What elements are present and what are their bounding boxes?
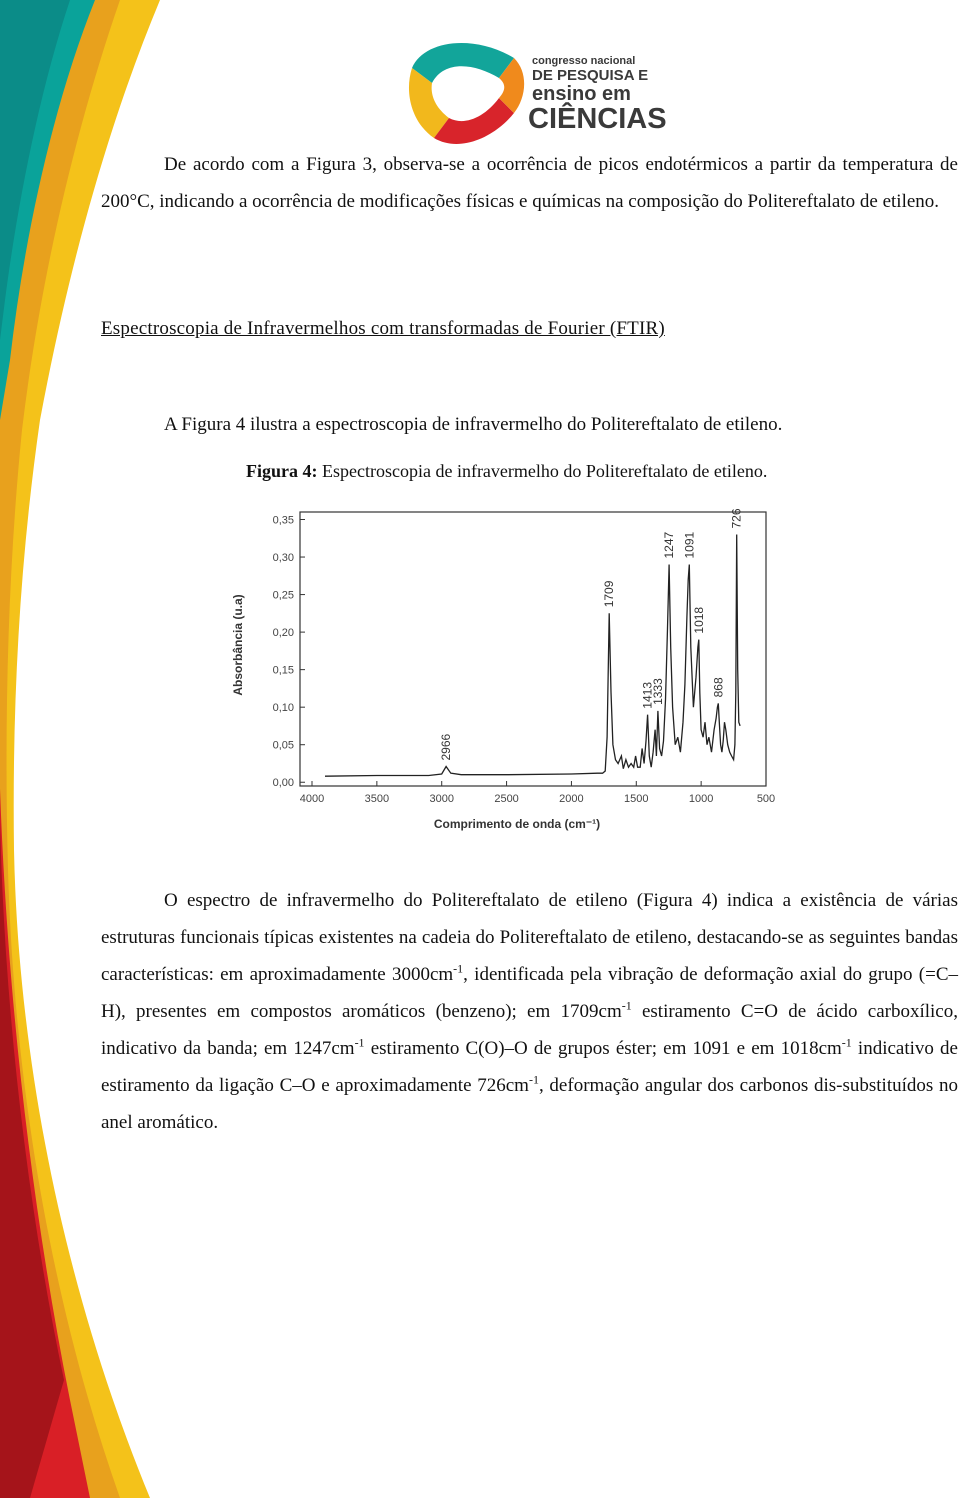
paragraph-dsc-results: De acordo com a Figura 3, observa-se a ocorrência de picos endotérmicos a partir da temperatura de 200°C, indicando a ocorrência de modificações físicas e químicas na composição do Politereftalato de etileno.: [101, 154, 958, 212]
y-tick-label: 0,15: [272, 664, 294, 677]
peak-label: 1413: [640, 681, 655, 709]
x-tick-label: 3000: [429, 793, 454, 805]
peak-label: 1333: [650, 678, 665, 705]
x-tick-label: 1500: [624, 793, 649, 805]
chart-ylabel: Absorbância (u.a): [231, 594, 245, 696]
logo-line4: CIÊNCIAS: [528, 103, 667, 135]
y-tick-label: 0,00: [272, 777, 294, 790]
x-tick-label: 2000: [559, 793, 584, 805]
peak-label: 726: [729, 508, 744, 529]
figure-caption: [246, 461, 767, 482]
y-tick-label: 0,35: [272, 514, 294, 527]
logo-line2: DE PESQUISA E: [532, 67, 649, 84]
paragraph-figure-intro: A Figura 4 ilustra a espectroscopia de infravermelho do Politereftalato de etileno.: [164, 414, 783, 435]
x-tick-label: 3500: [364, 793, 390, 805]
x-tick-label: 1000: [688, 793, 714, 805]
y-tick-label: 0,25: [272, 589, 294, 602]
y-tick-label: 0,30: [272, 552, 294, 565]
paragraph-ftir-discussion: O espectro de infravermelho do Politereftalato de etileno (Figura 4) indica a existência de várias estruturas funcionais típicas existentes na cadeia do Politereftalato de etileno, destacando-se as seguintes bandas características: em aproximadamente $3000cm^{-1}$, identificada pela vibração de deformação axial do grupo (=C–H), presentes em compostos aromáticos (benzeno); em $1709cm^{-1}$ estiramento C=O de ácido carboxílico, indicativo da banda; em $1247cm^{-1}$ estiramento C(O)–O de grupos éster; em 1091 e em $1018cm^{-1}$ indicativo de estiramento da ligação C–O e aproximadamente $726cm^{-1}$, deformação angular dos carbonos dis-substituídos no anel aromático.: [101, 890, 958, 1133]
x-tick-label: 2500: [494, 793, 519, 805]
peak-label: 1018: [691, 606, 706, 634]
caption-text: Espectroscopia de infravermelho do Politereftalato de etileno.: [317, 461, 768, 481]
caption-label: Figura 4:: [246, 461, 318, 481]
x-tick-label: 4000: [299, 793, 325, 805]
peak-label: 1247: [662, 531, 677, 559]
peak-label: 1709: [602, 580, 617, 608]
logo-ribbon-icon: [409, 43, 524, 144]
ftir-chart: [220, 505, 780, 845]
decorative-side-stripes: [0, 0, 160, 1498]
y-tick-label: 0,20: [272, 627, 294, 640]
section-heading: Espectroscopia de Infravermelhos com transformadas de Fourier (FTIR): [101, 318, 665, 339]
y-tick-label: 0,10: [272, 702, 294, 715]
peak-label: 1091: [682, 531, 697, 559]
x-tick-label: 500: [756, 793, 776, 805]
peak-label: 2966: [439, 733, 454, 761]
y-tick-label: 0,05: [272, 739, 294, 752]
logo-line1: congresso nacional: [532, 55, 636, 67]
peak-label: 868: [711, 677, 726, 698]
logo-line3: ensino em: [532, 83, 631, 105]
chart-xlabel: Comprimento de onda (cm⁻¹): [433, 817, 601, 831]
conference-logo: [404, 38, 674, 148]
